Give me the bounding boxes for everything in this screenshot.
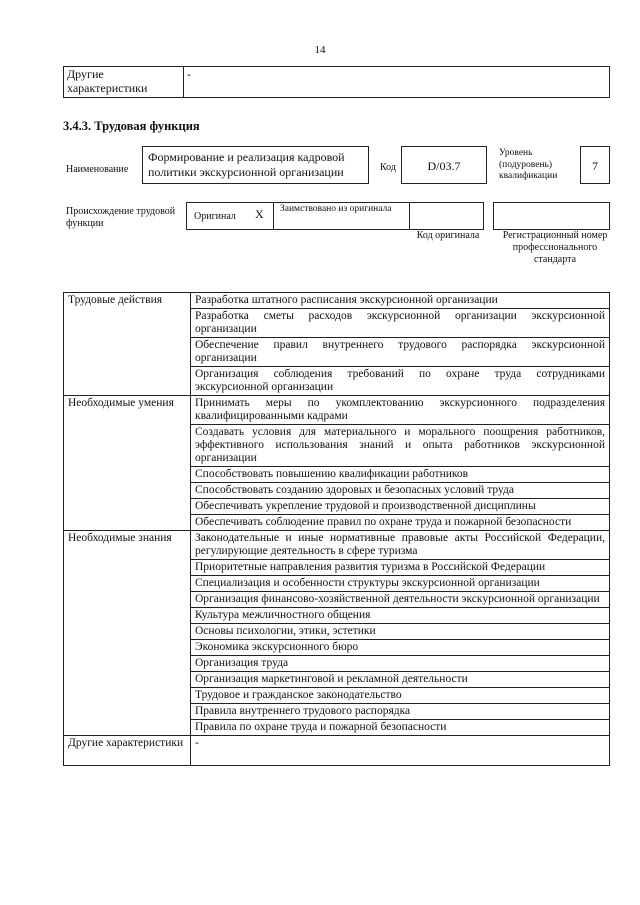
original-mark: X — [255, 207, 264, 221]
original-code-box — [404, 202, 484, 230]
section-title: 3.4.3. Трудовая функция — [63, 119, 200, 133]
function-details-table — [63, 292, 610, 766]
knowledge-item: Правила по охране труда и пожарной безопасности — [191, 720, 610, 736]
origin-divider — [273, 203, 274, 229]
name-label: Наименование — [66, 164, 129, 175]
knowledge-item: Приоритетные направления развития туризма в Российской Федерации — [191, 560, 610, 576]
code-label: Код — [380, 162, 396, 173]
reg-number-box — [493, 202, 610, 230]
knowledge-item: Законодательные и иные нормативные правовые акты Российской Федерации, регулирующие деятельность в сфере туризма — [191, 531, 610, 560]
level-box: 7 — [580, 146, 610, 184]
function-name-box: Формирование и реализация кадровой политики экскурсионной организации — [142, 146, 369, 184]
borrowed-label: Заимствовано из оригинала — [280, 204, 392, 214]
knowledge-item: Основы психологии, этики, эстетики — [191, 624, 610, 640]
knowledge-item: Специализация и особенности структуры экскурсионной организации — [191, 576, 610, 592]
page-number: 14 — [314, 44, 326, 56]
skill-item: Обеспечивать укрепление трудовой и производственной дисциплины — [191, 499, 610, 515]
top-other-label: Другие характеристики — [64, 67, 184, 98]
skill-item: Принимать меры по укомплектованию экскурсионного подразделения квалифицированными кадрами — [191, 396, 610, 425]
level-label: Уровень (подуровень) квалификации — [499, 148, 558, 181]
labor-action-item: Разработка штатного расписания экскурсионной организации — [191, 293, 610, 309]
knowledge-item: Организация финансово-хозяйственной деятельности экскурсионной организации — [191, 592, 610, 608]
reg-number-label: Регистрационный номер профессионального стандарта — [502, 230, 608, 265]
skill-item: Способствовать повышению квалификации работников — [191, 467, 610, 483]
skills-label: Необходимые умения — [64, 396, 191, 531]
original-code-label: Код оригинала — [416, 230, 480, 241]
code-box: D/03.7 — [401, 146, 487, 184]
skill-item: Создавать условия для материального и морального поощрения работников, эффективного использования знаний и опыта работников экскурсионной организации — [191, 425, 610, 467]
origin-spacer — [187, 203, 188, 204]
labor-action-item: Разработка сметы расходов экскурсионной организации экскурсионной организации — [191, 309, 610, 338]
skill-item: Способствовать созданию здоровых и безопасных условий труда — [191, 483, 610, 499]
knowledge-item: Трудовое и гражданское законодательство — [191, 688, 610, 704]
knowledge-item: Экономика экскурсионного бюро — [191, 640, 610, 656]
knowledge-item: Организация труда — [191, 656, 610, 672]
bottom-other-label: Другие характеристики — [64, 736, 191, 766]
knowledge-item: Культура межличностного общения — [191, 608, 610, 624]
knowledge-label: Необходимые знания — [64, 531, 191, 736]
labor-actions-label: Трудовые действия — [64, 293, 191, 396]
knowledge-item: Организация маркетинговой и рекламной деятельности — [191, 672, 610, 688]
labor-action-item: Обеспечение правил внутреннего трудового распорядка экскурсионной организации — [191, 338, 610, 367]
top-other-value: - — [184, 67, 610, 98]
knowledge-item: Правила внутреннего трудового распорядка — [191, 704, 610, 720]
top-other-characteristics-table — [63, 66, 610, 98]
origin-label: Происхождение трудовой функции — [66, 206, 176, 229]
original-label: Оригинал — [194, 211, 236, 222]
bottom-other-value: - — [191, 736, 610, 766]
skill-item: Обеспечивать соблюдение правил по охране труда и пожарной безопасности — [191, 515, 610, 531]
labor-action-item: Организация соблюдения требований по охране труда сотрудниками экскурсионной организации — [191, 367, 610, 396]
